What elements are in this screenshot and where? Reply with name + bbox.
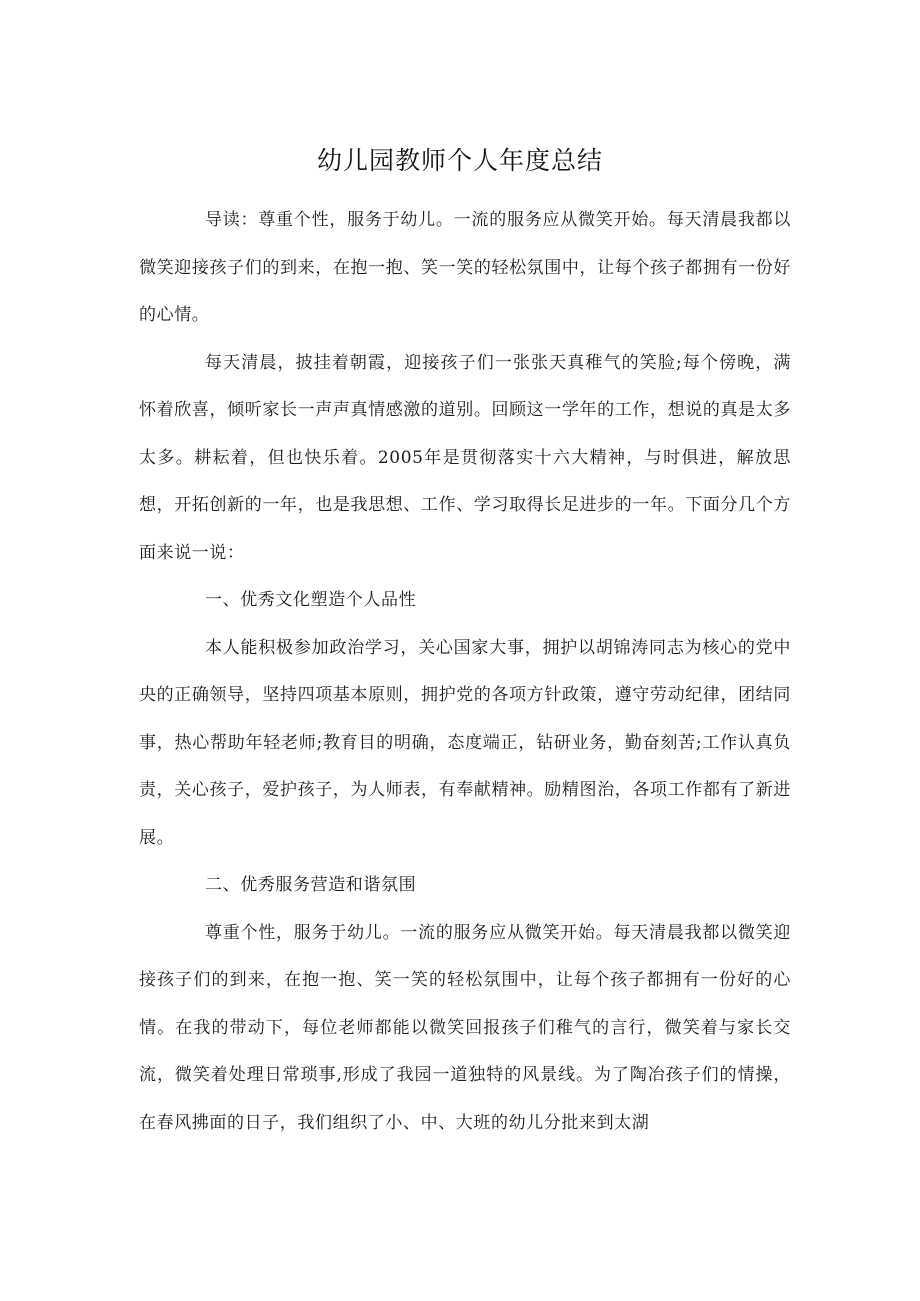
body-paragraph: 每天清晨，披挂着朝霞，迎接孩子们一张张天真稚气的笑脸;每个傍晚，满怀着欣喜，倾听家长一声声真情感激的道别。回顾这一学年的工作，想说的真是太多太多。耕耘着，但也快乐着。2005年是贯彻落实十六大精神，与时俱进，解放思想，开拓创新的一年，也是我思想、工作、学习取得长足进步的一年。下面分几个方面来说一说： <box>139 352 791 563</box>
section-heading: 二、优秀服务营造和谐氛围 <box>205 875 417 895</box>
document-title: 幼儿园教师个人年度总结 <box>316 146 603 175</box>
body-paragraph: 本人能积极参加政治学习，关心国家大事，拥护以胡锦涛同志为核心的党中央的正确领导，坚持四项基本原则，拥护党的各项方针政策，遵守劳动纪律，团结同事，热心帮助年轻老师;教育目的明确，态度端正，钻研业务，勤奋刻苦;工作认真负责，关心孩子，爱护孩子，为人师表，有奉献精神。励精图治，各项工作都有了新进展。 <box>139 637 791 848</box>
document-body <box>139 197 791 1147</box>
intro-paragraph: 导读：尊重个性，服务于幼儿。一流的服务应从微笑开始。每天清晨我都以微笑迎接孩子们的到来，在抱一抱、笑一笑的轻松氛围中，让每个孩子都拥有一份好的心情。 <box>139 210 791 325</box>
body-paragraph: 尊重个性，服务于幼儿。一流的服务应从微笑开始。每天清晨我都以微笑迎接孩子们的到来，在抱一抱、笑一笑的轻松氛围中，让每个孩子都拥有一份好的心情。在我的带动下，每位老师都能以微笑回报孩子们稚气的言行，微笑着与家长交流，微笑着处理日常琐事,形成了我园一道独特的风景线。为了陶冶孩子们的情操，在春风拂面的日子，我们组织了小、中、大班的幼儿分批来到太湖 <box>139 922 791 1133</box>
section-heading: 一、优秀文化塑造个人品性 <box>205 590 417 610</box>
